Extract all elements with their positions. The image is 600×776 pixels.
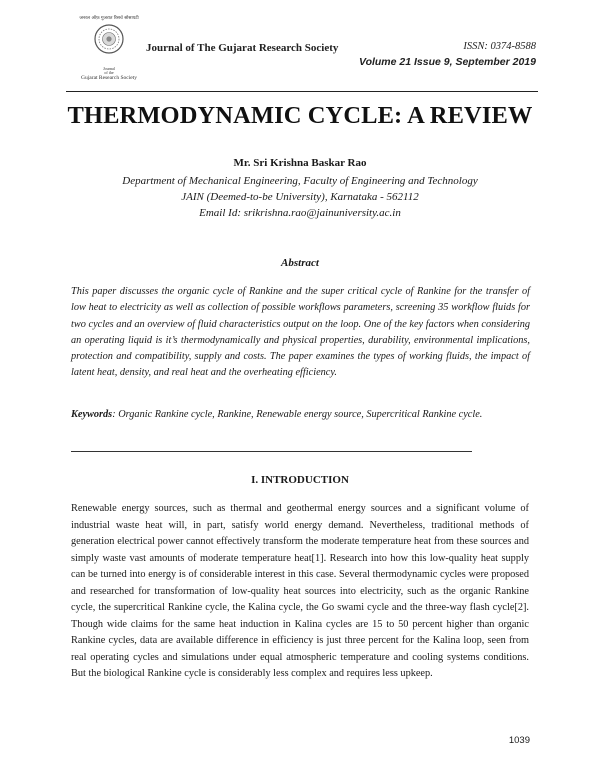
keywords-label: Keywords xyxy=(71,409,113,420)
journal-logo xyxy=(68,14,150,81)
page-number: 1039 xyxy=(508,735,530,746)
section-heading-introduction: I. INTRODUCTION xyxy=(251,474,349,486)
logo-hindi-caption: जनरल ऑफ़ गुजरात रिसर्च सोसायटी xyxy=(79,16,139,21)
paper-title: THERMODYNAMIC CYCLE: A REVIEW xyxy=(67,102,533,129)
issn: ISSN: 0374-8588 xyxy=(463,41,536,52)
author-email: Email Id: srikrishna.rao@jainuniversity.ac.in xyxy=(199,207,401,219)
logo-name-line-3: Gujarat Research Society xyxy=(81,75,137,81)
logo-society-name xyxy=(68,66,150,82)
introduction-paragraph: Renewable energy sources, such as thermal and geothermal energy sources and a significant volume of industrial waste heat will, in part, satisfy world energy demand. Nevertheless, traditional methods of generation electrical power cannot effectively transform the moderate temperature heat from these sources and simply waste vast amounts of moderate temperature heat[1]. Research into how this low-quality heat supply can be turned into energy is of considerable interest in this case. Several thermodynamic cycles were proposed and researched for transformation of low-quality heat sources into electricity, such as the organic Rankine cycle, the supercritical Rankine cycle, the Kalina cycle, the Go swami cycle and the three-way flash cycle[2]. Though wide claims for the same heat induction in Kalina cycles are 15 to 50 percent higher than organic Rankine cycles, data are available difference in efficiency is just three percent for the Kalina loop, seen from real operating cycles and simulations under equal atmospheric temperature and cooling systems conditions. But the biological Rankine cycle is considerably less complex and requires less upkeep. xyxy=(71,503,529,679)
keywords-list: : Organic Rankine cycle, Rankine, Renewable energy source, Supercritical Rankine cycle. xyxy=(112,409,483,420)
abstract-heading: Abstract xyxy=(281,257,319,269)
affiliation-department: Department of Mechanical Engineering, Faculty of Engineering and Technology xyxy=(122,175,478,187)
abstract-text: This paper discusses the organic cycle of Rankine and the super critical cycle of Rankine for the transfer of low heat to electricity as well as collection of possible workflows parameters, screening 35 workflow fluids for two cycles and an overview of fluid characteristics output on the loop. One of the key factors when considering an operating liquid is it’s thermodynamically and physical properties, durability, environmental implications, protection and compatibility, supply and costs. The paper examines the types of working fluids, the impact of latent heat, density, and real heat and the overheating efficiency. xyxy=(71,286,530,379)
journal-name: Journal of The Gujarat Research Society xyxy=(146,42,339,54)
affiliation-university: JAIN (Deemed-to-be University), Karnataka - 562112 xyxy=(181,191,419,203)
keywords-divider xyxy=(71,451,472,452)
logo-name-line-1: Journal xyxy=(103,66,115,71)
header-divider xyxy=(66,91,538,92)
volume-issue: Volume 21 Issue 9, September 2019 xyxy=(358,56,536,68)
author-name: Mr. Sri Krishna Baskar Rao xyxy=(233,157,367,169)
keywords xyxy=(71,407,530,423)
logo-name-line-2: of the xyxy=(104,70,114,75)
